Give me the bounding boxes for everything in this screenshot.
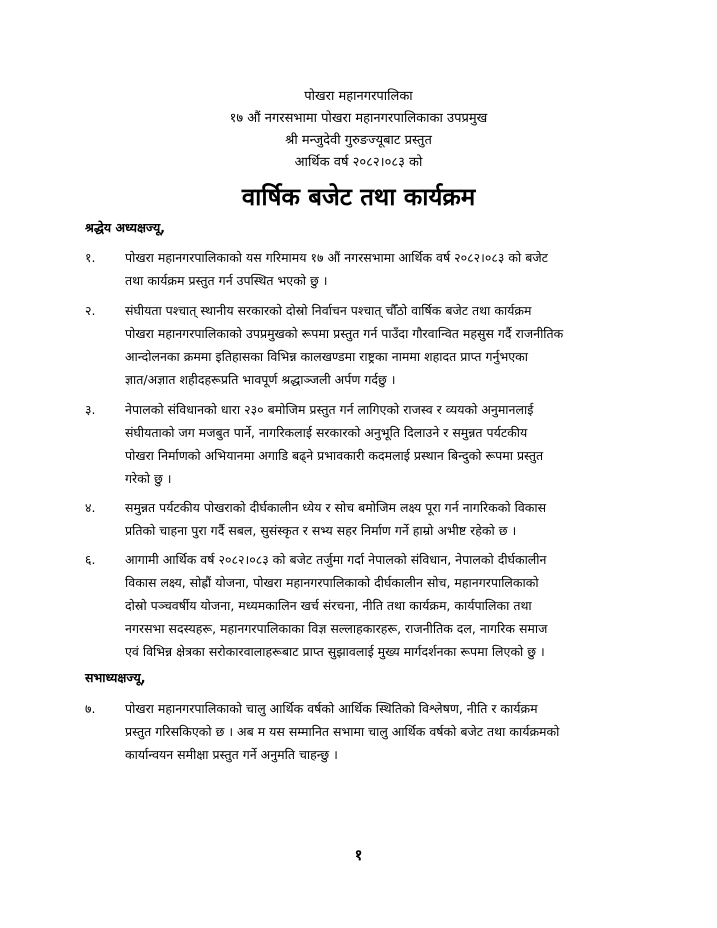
paragraph-line: गरेको छु । [125,471,172,486]
paragraph-line: ज्ञात/अज्ञात शहीदहरूप्रति भावपूर्ण श्रद्धाञ्जली अर्पण गर्दछु । [125,372,396,387]
paragraph-line: पोखरा महानगरपालिकाको चालु आर्थिक वर्षको आर्थिक स्थितिको विश्लेषण, नीति र कार्यक्रम [125,701,538,716]
paragraph-line: दोस्रो पञ्चवर्षीय योजना, मध्यमकालिन खर्च संरचना, नीति तथा कार्यक्रम, कार्यपालिका तथा [125,598,532,613]
paragraph-text [125,496,633,542]
paragraph-line: प्रस्तुत गरिसकिएको छ । अब म यस सम्मानित सभामा चालु आर्थिक वर्षको बजेट तथा कार्यक्रमको [125,724,560,739]
document-title: वार्षिक बजेट तथा कार्यक्रम [241,183,476,211]
salutation-chair: श्रद्धेय अध्यक्षज्यू, [85,220,166,235]
paragraph-number: ३. [85,402,96,417]
paragraph-line: पोखरा निर्माणको अभियानमा अगाडि बढ्ने प्रभावकारी कदमलाई प्रस्थान बिन्दुको रूपमा प्रस्तुत [125,448,544,463]
header-line-1: पोखरा महानगरपालिका [304,89,413,104]
paragraph-line: संघीयताको जग मजबुत पार्ने, नागरिकलाई सरकारको अनुभूति दिलाउने र समुन्नत पर्यटकीय [125,425,528,440]
paragraph-number: ६. [85,552,96,567]
paragraph-text [125,398,633,490]
paragraph-line: तथा कार्यक्रम प्रस्तुत गर्न उपस्थित भएको छु । [125,273,328,288]
paragraph-line: नेपालको संविधानको धारा २३० बमोजिम प्रस्तुत गर्न लागिएको राजस्व र व्ययको अनुमानलाई [125,402,534,417]
header-line-4: आर्थिक वर्ष २०८२।०८३ को [294,155,423,170]
paragraph-text [125,548,633,663]
paragraph-number: १. [85,250,96,265]
paragraph-line: आन्दोलनका क्रममा इतिहासका विभिन्न कालखण्डमा राष्ट्रका नाममा शहादत प्राप्त गर्नुभएका [125,349,529,364]
paragraph-line: समुन्नत पर्यटकीय पोखराको दीर्घकालीन ध्येय र सोच बमोजिम लक्ष्य पूरा गर्न नागरिकको विकास [125,500,547,515]
paragraph-line: कार्यान्वयन समीक्षा प्रस्तुत गर्ने अनुमति चाहन्छु । [125,747,338,762]
document-header [0,86,717,174]
paragraph-number: ७. [85,701,96,716]
paragraph-text [125,246,633,292]
paragraph-line: नगरसभा सदस्यहरू, महानगरपालिकाका विज्ञ सल्लाहकारहरू, राजनीतिक दल, नागरिक समाज [125,621,548,636]
paragraph-line: विकास लक्ष्य, सोह्रौं योजना, पोखरा महानगरपालिकाको दीर्घकालीन सोच, महानगरपालिकाको [125,575,539,590]
page-number: १ [354,846,363,864]
paragraph-text [125,299,633,391]
paragraph-text [125,697,633,766]
paragraph-line: पोखरा महानगरपालिकाको यस गरिमामय १७ औं नगरसभामा आर्थिक वर्ष २०८२।०८३ को बजेट [125,250,548,265]
paragraph-number: ४. [85,500,96,515]
paragraph-line: पोखरा महानगरपालिकाको उपप्रमुखको रूपमा प्रस्तुत गर्न पाउँदा गौरवान्वित महसुस गर्दै राजनीतिक [125,326,564,341]
paragraph-line: आगामी आर्थिक वर्ष २०८२।०८३ को बजेट तर्जुमा गर्दा नेपालको संविधान, नेपालको दीर्घकालीन [125,552,547,567]
paragraph-number: २. [85,303,96,318]
paragraph-line: प्रतिको चाहना पुरा गर्दै सबल, सुसंस्कृत र सभ्य सहर निर्माण गर्ने हाम्रो अभीष्ट रहेको छ । [125,523,517,538]
salutation-speaker: सभाध्यक्षज्यू, [85,670,146,685]
paragraph-line: एवं विभिन्न क्षेत्रका सरोकारवालाहरूबाट प्राप्त सुझावलाई मुख्य मार्गदर्शनका रूपमा लिएको छु । [125,644,545,659]
paragraph-line: संघीयता पश्चात् स्थानीय सरकारको दोस्रो निर्वाचन पश्चात् चौँठो वार्षिक बजेट तथा कार्यक्रम [125,303,532,318]
header-line-2: १७ औं नगरसभामा पोखरा महानगरपालिकाका उपप्रमुख [229,111,488,126]
header-line-3: श्री मन्जुदेवी गुरुङज्यूबाट प्रस्तुत [285,133,432,148]
